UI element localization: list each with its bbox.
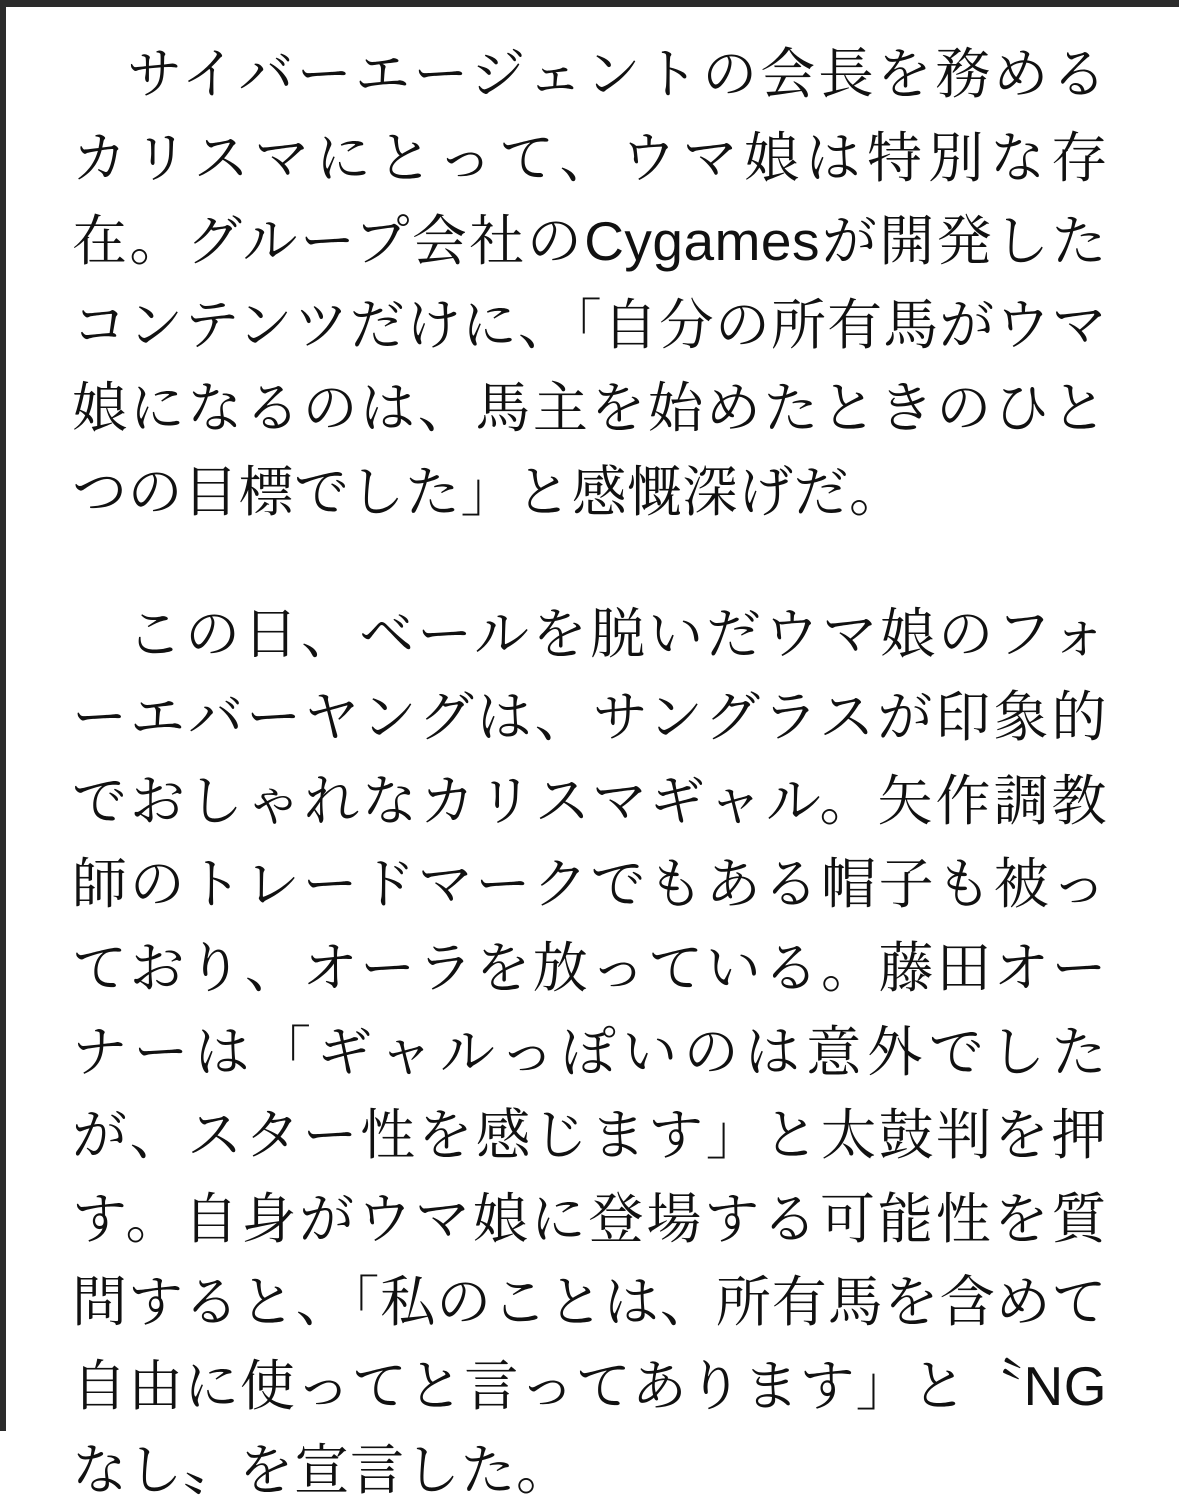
article-paragraph-1: サイバーエージェントの会長を務めるカリスマにとって、ウマ娘は特別な存在。グループ会社のCygamesが開発したコンテンツだけに、「自分の所有馬がウマ娘になるのは、馬主を始めたときのひとつの目標でした」と感慨深げだ。: [72, 43, 1107, 523]
top-edge-bar: [0, 0, 1179, 7]
article-body: [6, 7, 1179, 1501]
article-paragraph-2: この日、ベールを脱いだウマ娘のフォーエバーヤングは、サングラスが印象的でおしゃれなカリスマギャル。矢作調教師のトレードマークでもある帽子も被っており、オーラを放っている。藤田オーナーは「ギャルっぽいのは意外でしたが、スター性を感じます」と太鼓判を押す。自身がウマ娘に登場する可能性を質問すると、「私のことは、所有馬を含めて自由に使ってと言ってあります」と〝NGなし〟を宣言した。: [72, 602, 1107, 1501]
